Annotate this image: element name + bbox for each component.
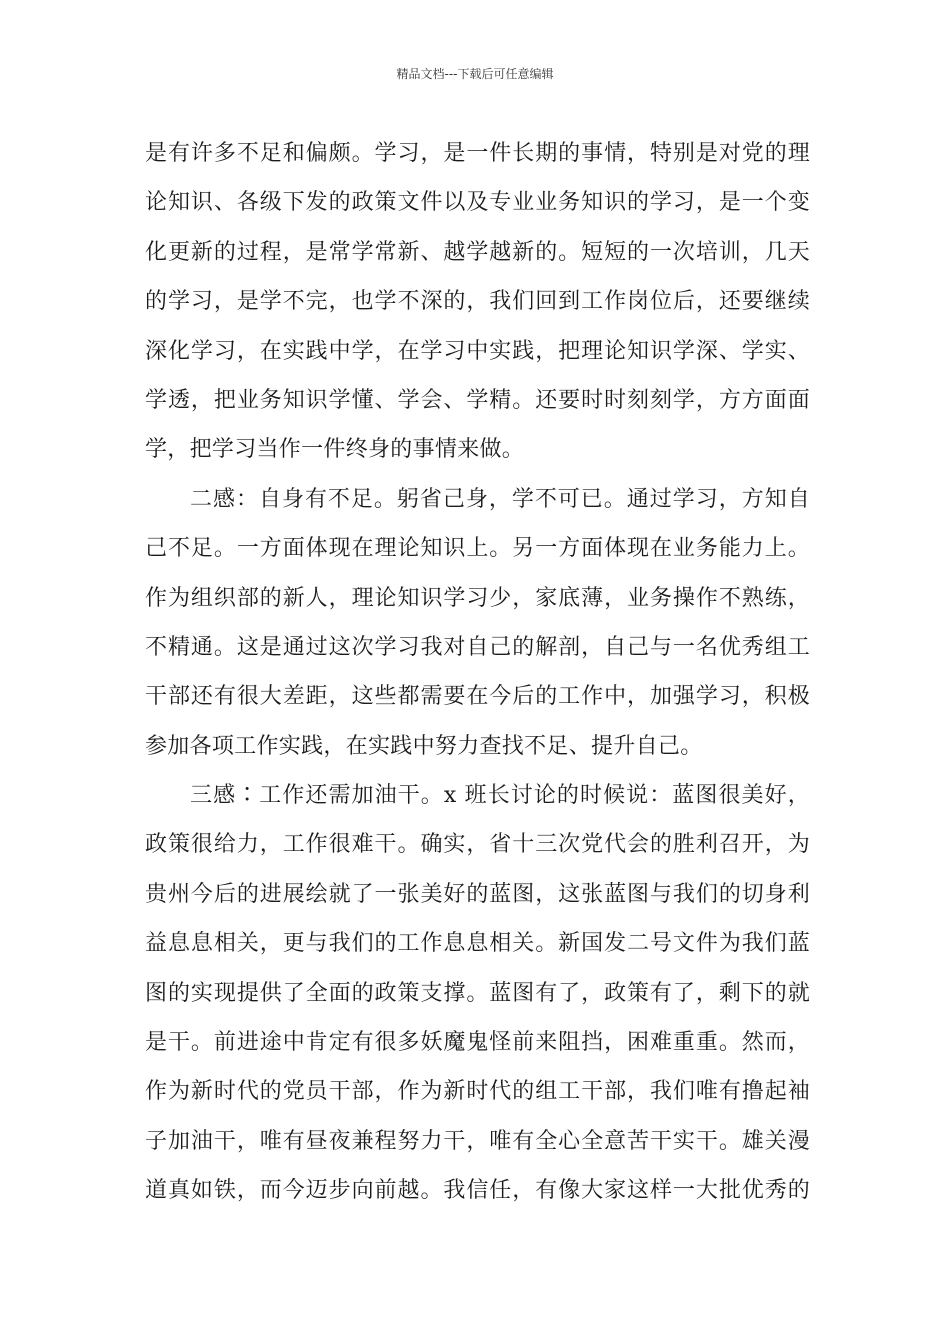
text-line: 是有许多不足和偏颇。学习，是一件长期的事情，特别是对党的理 (145, 141, 810, 166)
text-line: 化更新的过程，是常学常新、越学越新的。短短的一次培训，几天 (145, 239, 810, 265)
text-line: 图的实现提供了全面的政策支撑。蓝图有了，政策有了，剩下的就 (145, 980, 810, 1006)
paragraph (145, 475, 810, 771)
text-line: 的学习，是学不完，也学不深的，我们回到工作岗位后，还要继续 (145, 289, 810, 315)
text-line: 学，把学习当作一件终身的事情来做。 (145, 437, 525, 463)
text-line: 深化学习，在实践中学，在学习中实践，把理论知识学深、学实、 (145, 338, 810, 364)
text-line: 己不足。一方面体现在理论知识上。另一方面体现在业务能力上。 (145, 536, 810, 562)
text-line: 二感：自身有不足。躬省己身，学不可已。通过学习，方知自 (190, 486, 810, 512)
document-body (145, 129, 810, 1216)
text-line: 政策很给力，工作很难干。确实，省十三次党代会的胜利召开，为 (145, 832, 810, 858)
text-line: 参加各项工作实践，在实践中努力查找不足、提升自己。 (145, 733, 703, 759)
text-line: 贵州今后的进展绘就了一张美好的蓝图，这张蓝图与我们的切身利 (145, 881, 810, 907)
text-line: 道真如铁，而今迈步向前越。我信任，有像大家这样一大批优秀的 (145, 1178, 810, 1204)
text-line: 作为新时代的党员干部，作为新时代的组工干部，我们唯有撸起袖 (145, 1079, 810, 1105)
text-line: 子加油干，唯有昼夜兼程努力干，唯有全心全意苦干实干。雄关漫 (145, 1128, 810, 1154)
paragraph (145, 129, 810, 475)
text-line: 学透，把业务知识学懂、学会、学精。还要时时刻刻学，方方面面 (145, 387, 810, 413)
text-line: 三感∶工作还需加油干。x 班长讨论的时候说：蓝图很美好， (190, 783, 810, 809)
page-header: 精品文档---下载后可任意编辑 (396, 67, 554, 81)
paragraph (145, 771, 810, 1216)
text-line: 作为组织部的新人，理论知识学习少，家底薄，业务操作不熟练， (145, 585, 810, 611)
text-line: 益息息相关，更与我们的工作息息相关。新国发二号文件为我们蓝 (145, 931, 810, 957)
text-line: 论知识、各级下发的政策文件以及专业业务知识的学习，是一个变 (145, 190, 810, 216)
text-line: 不精通。这是通过这次学习我对自己的解剖，自己与一名优秀组工 (145, 634, 810, 660)
text-line: 是干。前进途中肯定有很多妖魔鬼怪前来阻挡，困难重重。然而， (145, 1030, 810, 1056)
text-line: 干部还有很大差距，这些都需要在今后的工作中，加强学习，积极 (145, 684, 810, 710)
